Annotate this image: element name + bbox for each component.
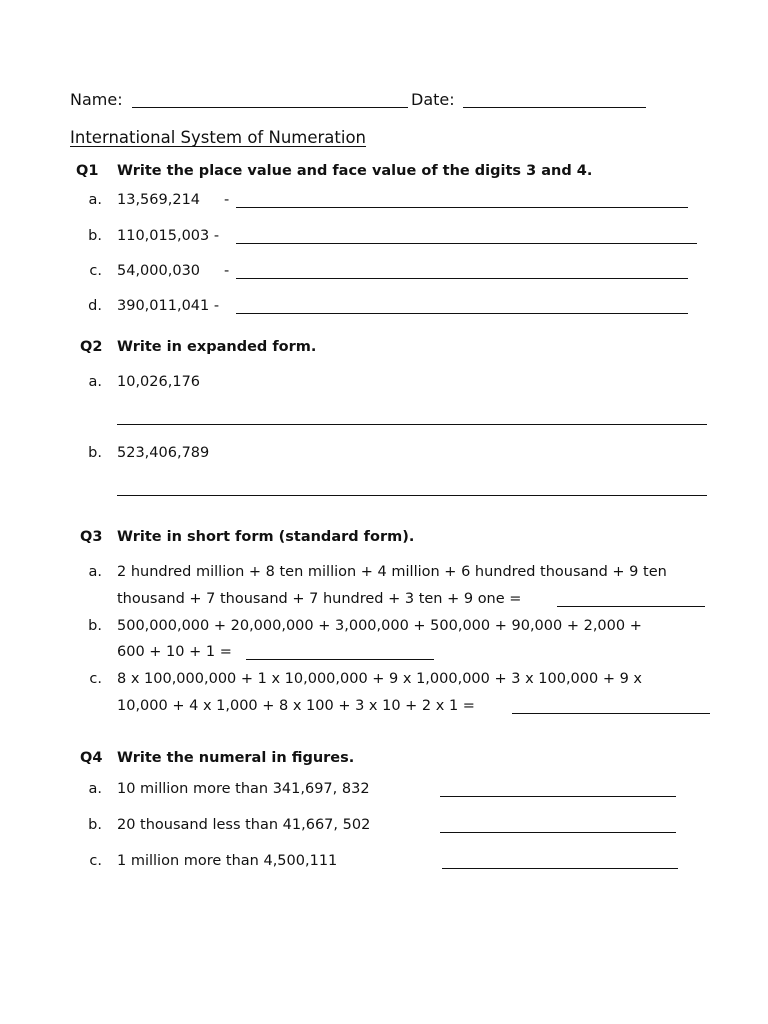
q1-answer-line[interactable] [236, 243, 697, 244]
q1-number: Q1 [76, 163, 99, 179]
q3-item-line2: 10,000 + 4 x 1,000 + 8 x 100 + 3 x 10 + 2 x 1 = [117, 698, 475, 714]
q4-answer-line[interactable] [440, 832, 676, 833]
q2-item-text: 10,026,176 [117, 374, 201, 390]
q4-item-text: 1 million more than 4,500,111 [117, 853, 338, 869]
q1-item-text: 13,569,214 [117, 192, 201, 208]
q4-answer-line[interactable] [440, 796, 676, 797]
q4-item-text: 20 thousand less than 41,667, 502 [117, 817, 371, 833]
q1-prompt: Write the place value and face value of the digits 3 and 4. [117, 163, 593, 179]
q2-item-label: b. [88, 445, 102, 461]
q4-number: Q4 [80, 750, 103, 766]
q4-item-label: b. [88, 817, 102, 833]
q1-item-label: c. [89, 263, 102, 279]
q1-item-text: 390,011,041 - [117, 298, 220, 314]
q2-number: Q2 [80, 339, 103, 355]
q3-item-label: a. [88, 564, 102, 580]
name-field[interactable] [132, 107, 408, 108]
q1-answer-line[interactable] [236, 278, 688, 279]
q1-item-text: 110,015,003 - [117, 228, 220, 244]
q2-item-label: a. [88, 374, 102, 390]
q2-answer-line[interactable] [117, 424, 707, 425]
q4-answer-line[interactable] [442, 868, 678, 869]
date-label: Date: [411, 90, 455, 109]
q1-item-text: 54,000,030 [117, 263, 201, 279]
q3-answer-line[interactable] [246, 659, 434, 660]
q3-item-line1: 8 x 100,000,000 + 1 x 10,000,000 + 9 x 1,000,000 + 3 x 100,000 + 9 x [117, 671, 643, 687]
q2-prompt: Write in expanded form. [117, 339, 317, 355]
q3-item-line2: thousand + 7 thousand + 7 hundred + 3 ten + 9 one = [117, 591, 522, 607]
q3-item-label: c. [89, 671, 102, 687]
q1-item-dash: - [224, 263, 230, 279]
name-label: Name: [70, 90, 123, 109]
q3-item-line2: 600 + 10 + 1 = [117, 644, 232, 660]
q4-item-text: 10 million more than 341,697, 832 [117, 781, 370, 797]
q1-item-label: b. [88, 228, 102, 244]
q1-item-label: a. [88, 192, 102, 208]
q3-item-line1: 2 hundred million + 8 ten million + 4 million + 6 hundred thousand + 9 ten [117, 564, 667, 580]
q4-item-label: a. [88, 781, 102, 797]
q3-prompt: Write in short form (standard form). [117, 529, 415, 545]
q3-item-label: b. [88, 618, 102, 634]
q1-answer-line[interactable] [236, 313, 688, 314]
q3-item-line1: 500,000,000 + 20,000,000 + 3,000,000 + 500,000 + 90,000 + 2,000 + [117, 618, 642, 634]
date-field[interactable] [463, 107, 646, 108]
q4-prompt: Write the numeral in figures. [117, 750, 355, 766]
q4-item-label: c. [89, 853, 102, 869]
q1-answer-line[interactable] [236, 207, 688, 208]
q2-item-text: 523,406,789 [117, 445, 210, 461]
q2-answer-line[interactable] [117, 495, 707, 496]
worksheet-title: International System of Numeration [70, 128, 367, 147]
q3-answer-line[interactable] [557, 606, 705, 607]
q1-item-label: d. [88, 298, 102, 314]
q1-item-dash: - [224, 192, 230, 208]
q3-answer-line[interactable] [512, 713, 710, 714]
q3-number: Q3 [80, 529, 103, 545]
